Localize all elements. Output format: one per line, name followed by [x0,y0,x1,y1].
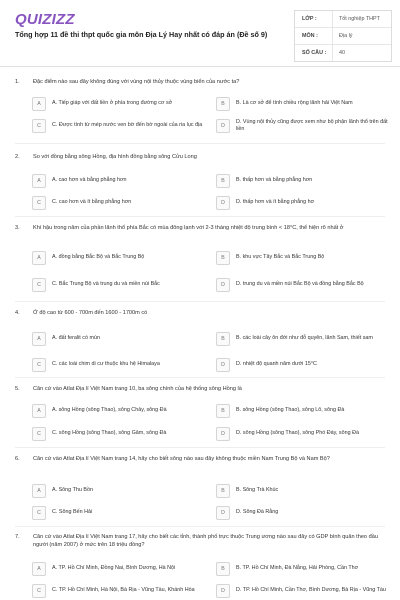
option-c[interactable] [32,277,212,293]
option-letter: C [32,278,46,292]
option-d[interactable] [216,583,388,599]
option-text: D. trung du và miền núi Bắc Bộ và đồng bằng Bắc Bộ [236,281,364,288]
option-d[interactable] [216,195,388,211]
question-text [15,153,385,161]
option-b[interactable] [216,96,388,112]
option-text: A. Sông Thu Bồn [52,487,93,494]
option-letter: A [32,251,46,265]
option-letter: D [216,427,230,441]
option-c[interactable] [32,118,212,134]
option-d[interactable] [216,505,388,521]
option-letter: B [216,484,230,498]
question-stem: So với đồng bằng sông Hồng, địa hình đồng bằng sông Cửu Long [33,154,197,160]
question-number: 7. [15,534,20,540]
option-text: B. TP. Hồ Chí Minh, Đà Nẵng, Hải Phòng, Cần Thơ [236,565,359,572]
option-text: B. sông Hồng (sông Thao), sông Lô, sông Đà [236,407,345,414]
option-letter: A [32,332,46,346]
meta-value: Tốt nghiệp THPT [332,11,391,27]
option-c[interactable] [32,426,212,442]
option-text: B. Sông Trà Khúc [236,487,279,494]
divider [15,216,385,217]
option-text: C. Bắc Trung Bộ và trung du và miền núi Bắc [52,281,160,288]
meta-value: 40 [332,45,391,61]
option-letter: B [216,562,230,576]
option-c[interactable] [32,583,212,599]
question-stem: Đặc điểm nào sau đây không đúng với vùng nội thủy thuộc vùng biển của nước ta? [33,79,240,85]
question-stem: Ở độ cao từ 600 - 700m đến 1600 - 1700m có [33,310,148,316]
meta-key: LỚP : [302,16,317,22]
option-text: B. Là cơ sở để tính chiều rộng lãnh hải Việt Nam [236,100,353,107]
option-text: D. TP. Hồ Chí Minh, Cần Thơ, Bình Dương, Bà Rịa - Vũng Tàu [236,587,386,594]
question-text [15,385,385,393]
option-text: C. Được tính từ mép nước ven bờ đến bờ ngoài của ria lục địa [52,122,203,129]
question-number: 3. [15,225,20,231]
divider [15,526,385,527]
option-a[interactable] [32,331,212,347]
option-text: B. khu vực Tây Bắc và Bắc Trung Bộ [236,254,325,261]
option-c[interactable] [32,195,212,211]
meta-value: Địa lý [332,28,391,44]
question-number: 5. [15,386,20,392]
option-letter: B [216,404,230,418]
option-a[interactable] [32,403,212,419]
question-text [15,455,385,463]
worksheet-header [0,0,400,67]
question-number: 6. [15,456,20,462]
option-c[interactable] [32,505,212,521]
option-letter: B [216,332,230,346]
option-text: D. thấp hơn và ít bằng phẳng hơ [236,199,315,206]
option-text: C. các loài chim di cư thuộc khu hệ Himalaya [52,361,160,368]
option-text: A. đất feralit có mùn [52,335,100,342]
option-text: A. cao hơn và bằng phẳng hơn [52,177,127,184]
divider [15,143,385,144]
meta-key: MÔN : [302,33,318,39]
question-number: 2. [15,154,20,160]
meta-key: SỐ CÂU : [302,50,327,56]
option-letter: D [216,278,230,292]
option-text: B. các loài cây ôn đới như đỗ quyên, lãnh Sam, thiết sam [236,335,373,342]
divider [15,447,385,448]
option-text: D. sông Hồng (sông Thao), sông Phó Đáy, sông Đà [236,430,359,437]
option-letter: D [216,358,230,372]
option-text: D. Vùng nội thủy cũng được xem như bộ phận lãnh thổ trên đất liền [236,118,388,132]
option-text: D. Sông Đà Rằng [236,509,279,516]
question-number: 4. [15,310,20,316]
question-text [15,309,385,317]
option-letter: B [216,97,230,111]
option-d[interactable] [216,118,388,134]
divider [15,377,385,378]
option-a[interactable] [32,173,212,189]
option-letter: A [32,562,46,576]
option-b[interactable] [216,403,388,419]
divider [15,301,385,302]
option-d[interactable] [216,426,388,442]
option-text: A. sông Hồng (sông Thao), sông Chảy, sông Đà [52,407,167,414]
question-number: 1. [15,79,20,85]
option-letter: C [32,427,46,441]
option-letter: C [32,506,46,520]
option-letter: A [32,174,46,188]
option-text: C. TP. Hồ Chí Minh, Hà Nội, Bà Rịa - Vũng Tàu, Khánh Hòa [52,587,195,594]
meta-row-class [295,11,391,28]
option-text: D. nhiệt độ quanh năm dưới 15°C [236,361,317,368]
option-c[interactable] [32,357,212,373]
meta-row-subject [295,28,391,45]
option-d[interactable] [216,357,388,373]
question-text [15,224,385,232]
question-stem: Căn cứ vào Atlat Địa lí Việt Nam trang 10, ba sông chính của hệ thống sông Hồng là [33,386,242,392]
worksheet-title: Tổng hợp 11 đề thi thpt quốc gia môn Địa Lý Hay nhất có đáp án (Đề số 9) [15,30,268,39]
option-letter: C [32,358,46,372]
option-letter: D [216,506,230,520]
meta-row-count [295,45,391,61]
option-a[interactable] [32,250,212,266]
option-letter: B [216,251,230,265]
option-a[interactable] [32,561,212,577]
question-stem: Căn cứ vào Atlat Địa lí Việt Nam trang 17, hãy cho biết các tỉnh, thành phố trực thuộc Trung ương nào sau đây có GDP bình quân theo đầu người (năm 2007) ở mức trên 18 triệu đồng? [33,534,378,549]
option-text: A. đồng bằng Bắc Bộ và Bắc Trung Bộ [52,254,145,261]
option-letter: D [216,584,230,598]
option-b[interactable] [216,331,388,347]
option-text: B. thấp hơn và bằng phẳng hơn [236,177,313,184]
option-letter: C [32,119,46,133]
option-b[interactable] [216,250,388,266]
question-text [15,533,385,549]
option-letter: A [32,484,46,498]
question-text [15,78,385,86]
option-letter: A [32,404,46,418]
option-b[interactable] [216,173,388,189]
option-letter: C [32,584,46,598]
option-letter: D [216,119,230,133]
option-letter: B [216,174,230,188]
option-text: A. Tiếp giáp với đất liền ở phía trong đường cơ sở [52,100,173,107]
option-letter: A [32,97,46,111]
option-letter: C [32,196,46,210]
option-text: A. TP. Hồ Chí Minh, Đồng Nai, Bình Dương, Hà Nội [52,565,176,572]
option-text: C. cao hơn và ít bằng phẳng hơn [52,199,132,206]
option-b[interactable] [216,483,388,499]
option-a[interactable] [32,96,212,112]
question-stem: Căn cứ vào Atlat Địa lí Việt Nam trang 14, hãy cho biết sông nào sau đây không thuộc miền Nam Trung Bộ và Nam Bộ? [33,456,330,462]
option-text: C. Sông Bến Hải [52,509,93,516]
question-stem: Khí hậu trong năm của phần lãnh thổ phía Bắc có mùa đông lạnh với 2-3 tháng nhiệt độ trung bình < 18°C, thể hiện rõ nhất ở [33,225,344,231]
meta-table [294,10,392,62]
option-letter: D [216,196,230,210]
option-text: C. sông Hồng (sông Thao), sông Gâm, sông Đà [52,430,167,437]
option-d[interactable] [216,277,388,293]
option-a[interactable] [32,483,212,499]
quizizz-logo: QUIZIZZ [15,11,75,28]
option-b[interactable] [216,561,388,577]
